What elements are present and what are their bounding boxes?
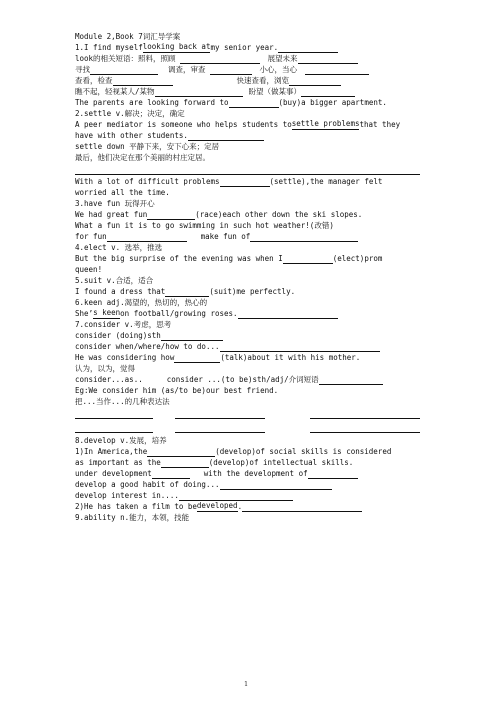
s1-line1 (75, 42, 338, 53)
look-ex-a: The parents are looking forward to (75, 98, 229, 107)
s9-heading (75, 512, 189, 523)
answer-blank[interactable] (161, 330, 223, 341)
answer-blank[interactable] (283, 253, 333, 264)
look-label: look的相关短语：照料，照顾 (75, 54, 176, 63)
s3-ex2-text: What a fun it is to go swimming in such hot weather!(改错) (75, 221, 334, 230)
look-xiao: 小心，当心 (259, 65, 297, 74)
s3-ex2 (75, 220, 334, 231)
s3-make-fun: make fun of (200, 232, 251, 241)
answer-blank[interactable] (147, 209, 195, 220)
s1-look-line4 (75, 86, 355, 97)
s7-cn2-text: 把...当作...的几种表达法 (75, 397, 170, 406)
s8-interest (75, 490, 293, 501)
s8-interest-text: develop interest in.... (75, 491, 179, 500)
s5-ex (75, 286, 295, 297)
s8-ex1-d: (develop)of intellectual skills. (208, 458, 354, 467)
s2-ex2-b: (settle),the manager felt (269, 177, 383, 186)
answer-blank[interactable] (305, 64, 369, 75)
s7-heading (75, 319, 171, 330)
s8-habit (75, 479, 332, 490)
s8-heading (75, 435, 167, 446)
answer-blank[interactable] (174, 352, 220, 363)
answer-blank[interactable] (161, 457, 209, 468)
answer-line[interactable] (310, 432, 420, 433)
s7-ex-b: (talk)about it with his mother. (220, 353, 361, 362)
s5-ex-a: I found a dress that (75, 287, 166, 296)
s6-ex-underlined: s keen (93, 308, 121, 317)
s7-cn1-text: 认为，以为，觉得 (75, 364, 135, 373)
s2-cn-text: 最后，他们决定在那个美丽的村庄定居。 (75, 153, 210, 162)
s8-habit-text: develop a good habit of doing... (75, 480, 220, 489)
look-diao: 调查，审查 (168, 65, 206, 74)
s2-ex1-c: have with other students. (75, 131, 188, 140)
s2-ex2-cont (75, 187, 170, 198)
answer-blank[interactable] (147, 446, 215, 457)
answer-line[interactable] (75, 174, 420, 175)
s4-head-text: 4.elect v. 选举，推选 (75, 243, 163, 252)
answer-blank[interactable] (238, 308, 338, 319)
answer-blank[interactable] (308, 468, 358, 479)
s8-phrases (75, 468, 358, 479)
s3-phrases (75, 231, 358, 242)
s7-c1 (75, 330, 223, 341)
s7-cn1 (75, 363, 135, 374)
s2-heading (75, 108, 185, 119)
s7-ex (75, 352, 360, 363)
s8-head-text: 8.develop v.发展，培养 (75, 436, 167, 445)
s3-for-fun: for fun (75, 232, 107, 241)
title-text: Module 2,Book 7词汇导学案 (75, 32, 181, 41)
s4-ex (75, 253, 382, 264)
answer-blank[interactable] (220, 479, 332, 490)
look-qiao: 瞧不起，轻视某人/某物 (75, 87, 155, 96)
answer-blank[interactable] (113, 75, 173, 86)
s5-heading (75, 275, 153, 286)
s7-head-text: 7.consider v.考虑，思考 (75, 320, 172, 329)
answer-blank[interactable] (165, 286, 209, 297)
s8-ex2 (75, 501, 362, 512)
look-kuai: 快速查看，浏览 (236, 76, 289, 85)
answer-line[interactable] (75, 418, 153, 419)
look-zhan: 展望未来 (267, 54, 298, 63)
answer-blank[interactable] (107, 231, 187, 242)
look-xun: 寻找 (75, 65, 90, 74)
s3-head-text: 3.have fun 玩得开心 (75, 199, 155, 208)
answer-blank[interactable] (319, 374, 383, 385)
answer-blank[interactable] (220, 341, 380, 352)
answer-blank[interactable] (229, 97, 279, 108)
answer-blank[interactable] (278, 42, 338, 53)
s7-c2-text: consider when/where/how to do... (75, 342, 220, 351)
s2-ex1-a: A peer mediator is someone who helps students to (75, 120, 292, 129)
s3-ex1-a: We had great fun (75, 210, 148, 219)
answer-line[interactable] (175, 418, 265, 419)
s1-text-b: my senior year. (210, 43, 279, 52)
answer-blank[interactable] (180, 53, 260, 64)
s4-heading (75, 242, 162, 253)
s6-heading (75, 297, 207, 308)
s8-ex2-b: . (237, 502, 243, 511)
s7-c4-text: consider ...(to be)sth/adj/介词短语 (166, 375, 319, 384)
answer-blank[interactable] (152, 468, 190, 479)
s6-ex-b: on football/growing roses. (120, 309, 238, 318)
s8-ex1-cont (75, 457, 353, 468)
s7-eg-text: Eg:We consider him (as/to be)our best friend. (75, 386, 279, 395)
answer-line[interactable] (175, 432, 265, 433)
s4-ex-b: (elect)prom (332, 254, 383, 263)
answer-blank[interactable] (155, 86, 243, 97)
s1-look-line3 (75, 75, 341, 86)
s5-head-text: 5.suit v.合适，适合 (75, 276, 154, 285)
s7-c2 (75, 341, 380, 352)
s2-ex2 (75, 176, 382, 187)
answer-blank[interactable] (188, 130, 264, 141)
s8-ex2-a: 2)He has taken a film to be (75, 502, 197, 511)
s1-example (75, 97, 387, 108)
s2-ex1 (75, 119, 400, 130)
answer-blank[interactable] (250, 231, 358, 242)
s9-head-text: 9.ability n.能力，本领，技能 (75, 513, 190, 522)
page-number: 1 (244, 680, 249, 688)
s2-ex1-cont (75, 130, 264, 141)
answer-blank[interactable] (220, 176, 270, 187)
s8-ex1-a: 1)In America,the (75, 447, 148, 456)
s7-eg (75, 385, 278, 396)
s5-ex-b: (suit)me perfectly. (209, 287, 296, 296)
answer-blank[interactable] (301, 86, 355, 97)
look-cha: 查看，检查 (75, 76, 113, 85)
s1-look-line (75, 53, 358, 64)
s7-c3-text: consider...as.. (75, 375, 143, 384)
s2-head-text: 2.settle v.解决；决定，确定 (75, 109, 185, 118)
s2-ex2-a: With a lot of difficult problems (75, 177, 220, 186)
s3-ex1 (75, 209, 362, 220)
answer-blank[interactable] (179, 490, 293, 501)
s2-cn (75, 152, 210, 163)
s6-ex-a: She’ (75, 309, 94, 318)
s1-look-line2 (75, 64, 369, 75)
s3-heading (75, 198, 155, 209)
answer-blank[interactable] (298, 53, 358, 64)
s4-ex-cont (75, 264, 102, 275)
answer-blank[interactable] (210, 64, 252, 75)
s4-ex-a: But the big surprise of the evening was when I (75, 254, 283, 263)
s7-c1-text: consider (doing)sth (75, 331, 161, 340)
s8-ex1 (75, 446, 391, 457)
s4-ex-c: queen! (75, 265, 103, 274)
s2-down-text: settle down 平静下来，安下心来；定居 (75, 142, 220, 151)
s8-ex1-c: as important as the (75, 458, 161, 467)
s7-c3-c4 (75, 374, 383, 385)
s1-underlined: looking back at (142, 42, 211, 51)
s6-head-text: 6.keen adj.渴望的，热切的，热心的 (75, 298, 208, 307)
answer-blank[interactable] (289, 75, 341, 86)
s7-cn2 (75, 396, 170, 407)
s2-settle-down (75, 141, 219, 152)
s2-ex1-underlined: settle problems (291, 119, 360, 128)
s7-ex-a: He was considering how (75, 353, 175, 362)
s2-ex2-c: worried all the time. (75, 188, 170, 197)
look-pan: 盼望（做某事） (248, 87, 302, 96)
doc-title (75, 31, 180, 42)
s2-ex1-b: that they (359, 120, 401, 129)
s8-ex2-underlined: developed (196, 501, 238, 510)
s6-ex (75, 308, 338, 319)
answer-blank[interactable] (90, 64, 158, 75)
answer-line[interactable] (310, 418, 420, 419)
look-ex-b: (buy)a bigger apartment. (278, 98, 387, 107)
s8-with-dev: with the development of (203, 469, 308, 478)
s8-ex1-b: (develop)of social skills is considered (215, 447, 392, 456)
answer-blank[interactable] (242, 501, 362, 512)
answer-line[interactable] (75, 432, 153, 433)
s8-under: under development (75, 469, 152, 478)
s1-text-a: 1.I find myself (75, 43, 143, 52)
s3-ex1-b: (race)each other down the ski slopes. (195, 210, 363, 219)
